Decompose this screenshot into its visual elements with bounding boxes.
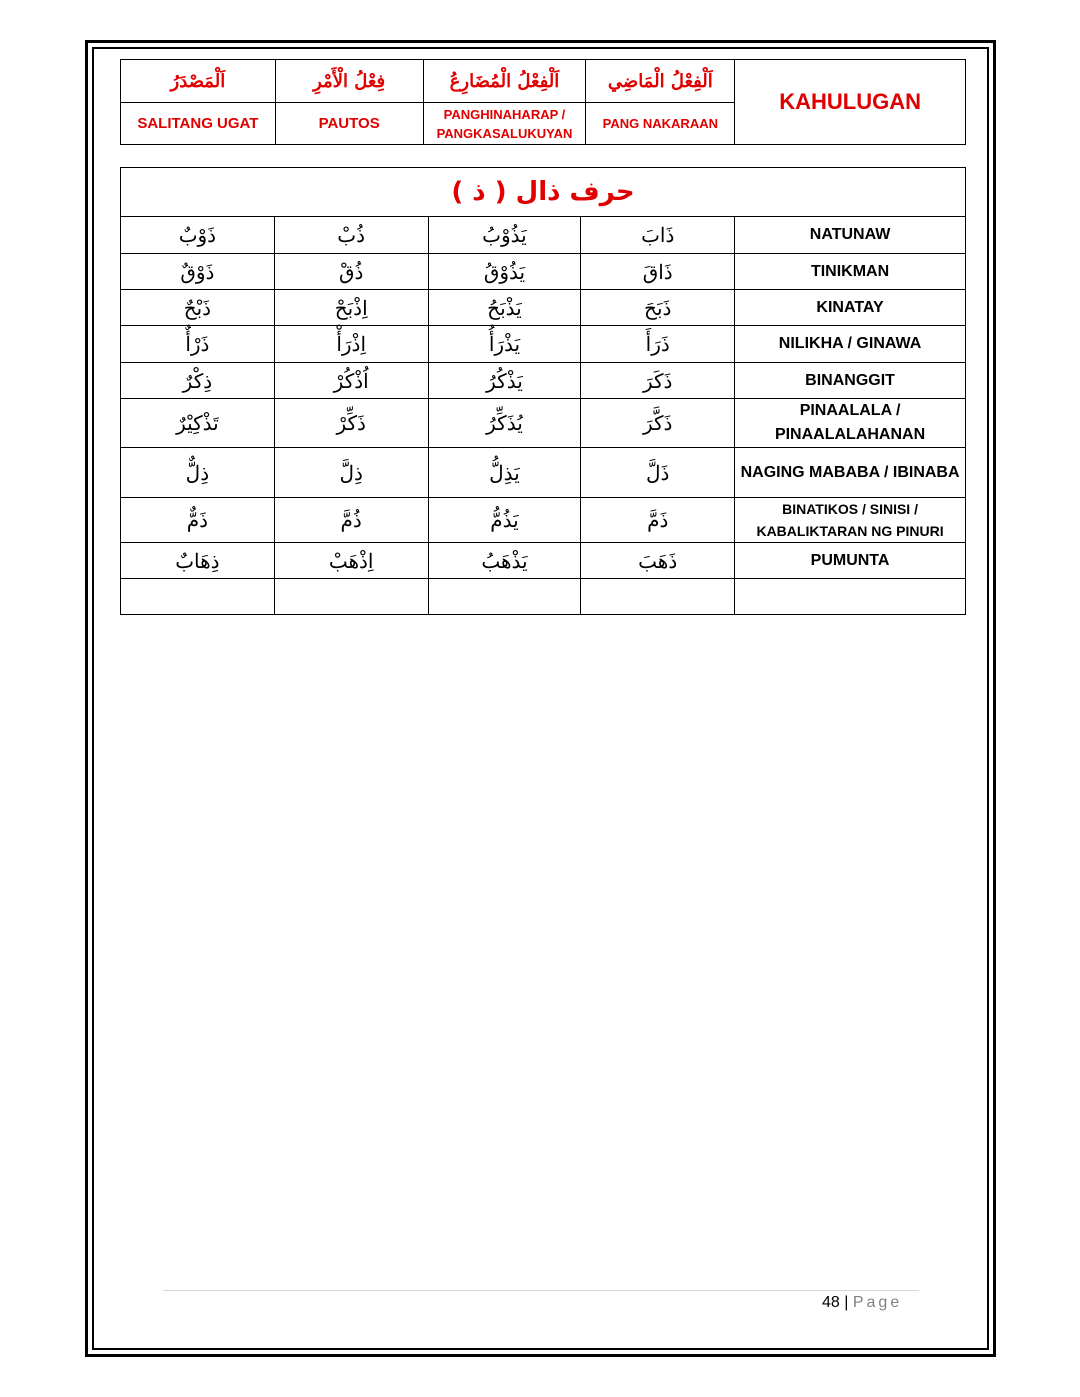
amr-cell: اِذْرَأْ <box>274 326 428 363</box>
amr-cell: ذُبْ <box>274 217 428 254</box>
meaning-cell: BINANGGIT <box>735 363 966 399</box>
masdar-cell: ذِلٌّ <box>121 448 275 498</box>
masdar-cell: ذَوْقٌ <box>121 254 275 290</box>
header-masdar-tagalog: SALITANG UGAT <box>121 103 276 145</box>
table-row <box>121 217 966 254</box>
meaning-cell: NILIKHA / GINAWA <box>735 326 966 363</box>
header-masdar-arabic: اَلْمَصْدَرُ <box>121 60 276 103</box>
table-row <box>121 290 966 326</box>
empty-cell <box>735 579 966 615</box>
page-label: Page <box>852 1294 903 1311</box>
table-row <box>121 498 966 543</box>
mudari-cell: يَذْرَأُ <box>428 326 581 363</box>
empty-cell <box>581 579 735 615</box>
madi-cell: ذَكَرَ <box>581 363 735 399</box>
footer-divider <box>163 1290 919 1291</box>
section-title-row <box>121 168 966 217</box>
meaning-cell: NATUNAW <box>735 217 966 254</box>
madi-cell: ذَابَ <box>581 217 735 254</box>
meaning-cell: TINIKMAN <box>735 254 966 290</box>
masdar-cell: ذَرْأٌ <box>121 326 275 363</box>
madi-cell: ذَاقَ <box>581 254 735 290</box>
masdar-cell: ذَوْبٌ <box>121 217 275 254</box>
amr-cell: ذُقْ <box>274 254 428 290</box>
page-separator: | <box>844 1294 849 1311</box>
madi-cell: ذَكَّرَ <box>581 399 735 448</box>
madi-cell: ذَهَبَ <box>581 543 735 579</box>
empty-cell <box>428 579 581 615</box>
mudari-cell: يُذَكِّرُ <box>428 399 581 448</box>
mudari-cell: يَذُوْقُ <box>428 254 581 290</box>
mudari-cell: يَذْكُرُ <box>428 363 581 399</box>
verb-table <box>120 167 966 615</box>
table-row <box>121 399 966 448</box>
table-row <box>121 326 966 363</box>
header-table <box>120 59 966 145</box>
table-row <box>121 543 966 579</box>
table-row <box>121 363 966 399</box>
header-mudari-tagalog: PANGHINAHARAP / PANGKASALUKUYAN <box>423 103 586 145</box>
meaning-cell: PUMUNTA <box>735 543 966 579</box>
masdar-cell: ذَمٌّ <box>121 498 275 543</box>
meaning-cell: NAGING MABABA / IBINABA <box>735 448 966 498</box>
amr-cell: اُذْكُرْ <box>274 363 428 399</box>
empty-row <box>121 579 966 615</box>
header-amr-arabic: فِعْلُ الْأَمْرِ <box>275 60 423 103</box>
mudari-cell: يَذُمُّ <box>428 498 581 543</box>
masdar-cell: ذَبْحٌ <box>121 290 275 326</box>
header-madi-arabic: اَلْفِعْلُ الْمَاضِي <box>586 60 735 103</box>
masdar-cell: ذِهَابٌ <box>121 543 275 579</box>
header-arabic-row <box>121 60 966 103</box>
meaning-cell: PINAALALA / PINAALALAHANAN <box>735 399 966 448</box>
amr-cell: ذِلَّ <box>274 448 428 498</box>
amr-cell: ذَكِّرْ <box>274 399 428 448</box>
header-meaning: KAHULUGAN <box>735 60 966 145</box>
madi-cell: ذَلَّ <box>581 448 735 498</box>
meaning-cell: BINATIKOS / SINISI / KABALIKTARAN NG PINURI <box>735 498 966 543</box>
mudari-cell: يَذْهَبُ <box>428 543 581 579</box>
madi-cell: ذَرَأَ <box>581 326 735 363</box>
mudari-cell: يَذُوْبُ <box>428 217 581 254</box>
section-title: حرف ذال ( ذ ) <box>121 168 966 217</box>
header-madi-tagalog: PANG NAKARAAN <box>586 103 735 145</box>
header-mudari-arabic: اَلْفِعْلُ الْمُضَارِعُ <box>423 60 586 103</box>
page-number: 48 <box>822 1294 840 1311</box>
amr-cell: اِذْبَحْ <box>274 290 428 326</box>
empty-cell <box>274 579 428 615</box>
madi-cell: ذَمَّ <box>581 498 735 543</box>
mudari-cell: يَذِلُّ <box>428 448 581 498</box>
empty-cell <box>121 579 275 615</box>
table-row <box>121 448 966 498</box>
mudari-cell: يَذْبَحُ <box>428 290 581 326</box>
madi-cell: ذَبَحَ <box>581 290 735 326</box>
page-footer <box>822 1294 902 1312</box>
masdar-cell: ذِكْرٌ <box>121 363 275 399</box>
table-row <box>121 254 966 290</box>
amr-cell: ذُمَّ <box>274 498 428 543</box>
header-amr-tagalog: PAUTOS <box>275 103 423 145</box>
meaning-cell: KINATAY <box>735 290 966 326</box>
masdar-cell: تَذْكِيْرٌ <box>121 399 275 448</box>
amr-cell: اِذْهَبْ <box>274 543 428 579</box>
